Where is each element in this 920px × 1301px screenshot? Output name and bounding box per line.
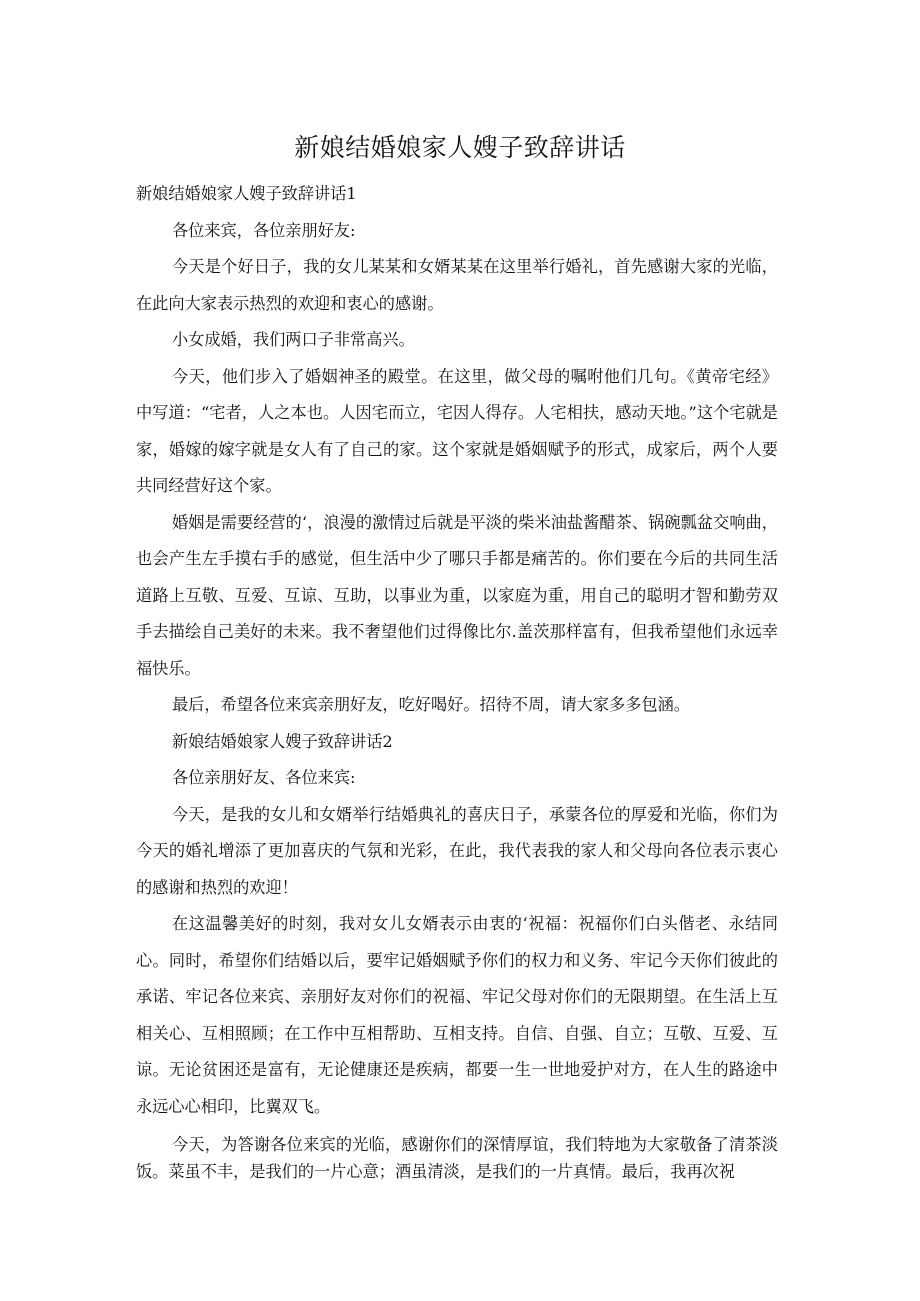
document-body (136, 176, 778, 1185)
paragraph: 在这温馨美好的时刻，我对女儿女婿表示由衷的‘祝福：祝福你们白头偕老、永结同心。同时，希望你们结婚以后，要牢记婚姻赋予你们的权力和义务、牢记今天你们彼此的承诺、牢记各位来宾、亲朋好友对你们的祝福、牢记父母对你们的无限期望。在生活上互相关心、互相照顾；在工作中互相帮助、互相支持。自信、自强、自立；互敬、互爱、互谅。无论贫困还是富有，无论健康还是疾病，都要一生一世地爱护对方，在人生的路途中永远心心相印，比翼双飞。 (136, 914, 778, 1116)
paragraph: 今天是个好日子，我的女儿某某和女婿某某在这里举行婚礼，首先感谢大家的光临，在此向大家表示热烈的欢迎和衷心的感谢。 (136, 257, 778, 313)
section-heading-2: 新娘结婚娘家人嫂子致辞讲话2 (172, 731, 393, 751)
paragraph: 今天，是我的女儿和女婿举行结婚典礼的喜庆日子，承蒙各位的厚爱和光临，你们为今天的婚礼增添了更加喜庆的气氛和光彩，在此，我代表我的家人和父母向各位表示衷心的感谢和热烈的欢迎！ (136, 804, 778, 897)
paragraph: 婚姻是需要经营的‘，浪漫的激情过后就是平淡的柴米油盐酱醋茶、锅碗瓢盆交响曲，也会产生左手摸右手的感觉，但生活中少了哪只手都是痛苦的。你们要在今后的共同生活道路上互敬、互爱、互谅、互助，以事业为重，以家庭为重，用自己的聪明才智和勤劳双手去描绘自己美好的未来。我不奢望他们过得像比尔.盖茨那样富有，但我希望他们永远幸福快乐。 (136, 512, 778, 678)
salutation-2: 各位亲朋好友、各位来宾: (172, 768, 356, 787)
paragraph: 最后，希望各位来宾亲朋好友，吃好喝好。招待不周，请大家多多包涵。 (172, 695, 690, 714)
salutation-1: 各位来宾，各位亲朋好友: (172, 220, 356, 240)
section-heading-1: 新娘结婚娘家人嫂子致辞讲话1 (136, 184, 357, 203)
paragraph: 小女成婚，我们两口子非常高兴。 (172, 330, 415, 349)
paragraph: 今天，为答谢各位来宾的光临，感谢你们的深情厚谊，我们特地为大家敬备了清茶淡饭。菜虽不丰，是我们的一片心意；酒虽清淡，是我们的一片真情。最后，我再次祝 (136, 1135, 778, 1181)
paragraph: 今天，他们步入了婚姻神圣的殿堂。在这里，做父母的嘱咐他们几句。《黄帝宅经》中写道：“宅者，人之本也。人因宅而立，宅因人得存。人宅相扶，感动天地。”这个宅就是家，婚嫁的嫁字就是女人有了自己的家。这个家就是婚姻赋予的形式，成家后，两个人要共同经营好这个家。 (136, 366, 778, 495)
document-title: 新娘结婚娘家人嫂子致辞讲话 (294, 133, 626, 162)
